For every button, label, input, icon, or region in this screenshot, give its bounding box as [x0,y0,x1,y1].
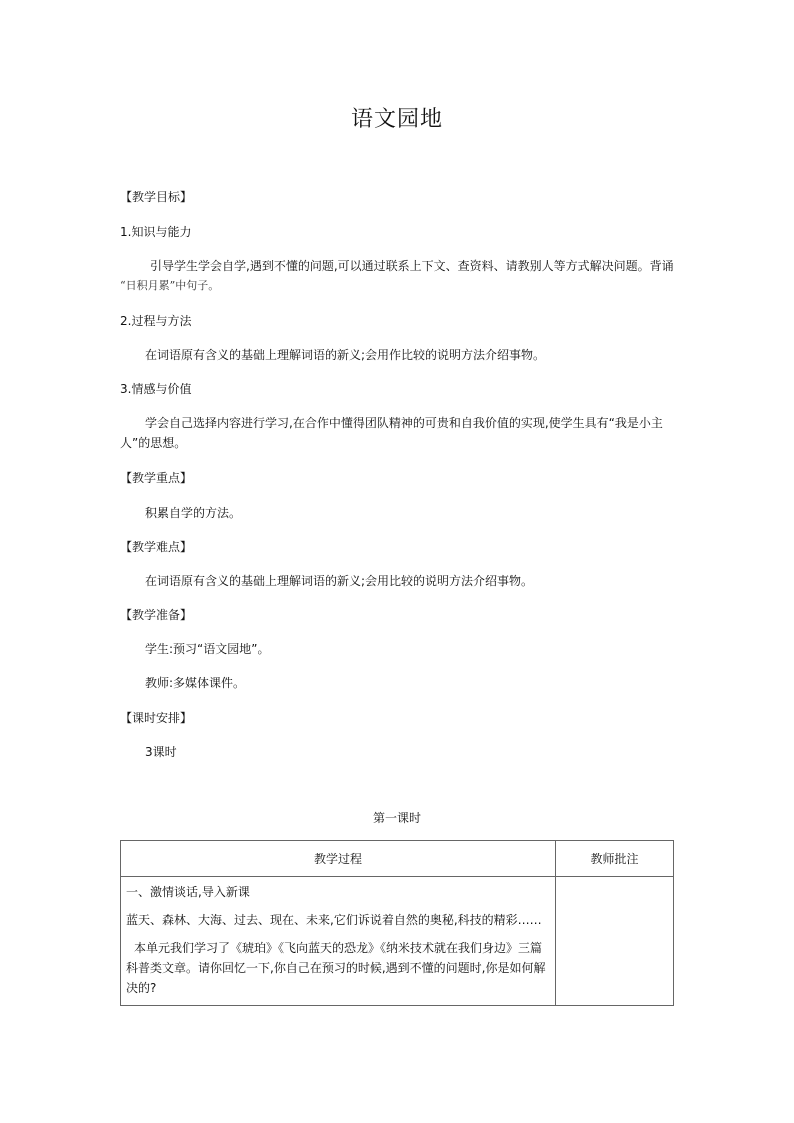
step1-heading: 一、激情谈话,导入新课 [126,885,250,899]
annotation-cell [555,877,673,1006]
difficulties-text: 在词语原有含义的基础上理解词语的新义;会用比较的说明方法介绍事物。 [145,574,534,588]
objectives-heading: 【教学目标】 [120,190,193,204]
preparation-teacher: 教师:多媒体课件。 [145,676,246,690]
table-row [121,877,674,1006]
table-header-row [121,841,674,877]
header-teacher-annotation: 教师批注 [555,841,673,877]
process-cell [121,877,556,1006]
objective1-text-line2: “日积月累”中句子。 [120,279,220,292]
lesson-title: 第一课时 [372,811,421,825]
teaching-process-table [120,840,674,1006]
header-teaching-process: 教学过程 [121,841,556,877]
objective2-text: 在词语原有含义的基础上理解词语的新义;会用作比较的说明方法介绍事物。 [145,348,546,362]
difficulties-heading: 【教学难点】 [120,540,193,554]
schedule-text: 3课时 [145,745,177,759]
schedule-heading: 【课时安排】 [120,711,193,725]
step1-text1: 蓝天、森林、大海、过去、现在、未来,它们诉说着自然的奥秘,科技的精彩…… [126,913,542,927]
key-points-text: 积累自学的方法。 [145,506,242,520]
objective1-heading: 1.知识与能力 [120,225,192,239]
objective3-heading: 3.情感与价值 [120,382,192,396]
objective1-text-line1: 引导学生学会自学,遇到不懂的问题,可以通过联系上下文、查资料、请教别人等方式解决问题。背诵 [150,259,674,273]
objective3-text-line2: 人”的思想。 [120,436,187,450]
key-points-heading: 【教学重点】 [120,471,193,485]
objective2-heading: 2.过程与方法 [120,314,192,328]
step1-text2: 本单元我们学习了《琥珀》《飞向蓝天的恐龙》《纳米技术就在我们身边》三篇科普类文章。请你回忆一下,你自己在预习的时候,遇到不懂的问题时,你是如何解决的? [126,941,546,995]
preparation-student: 学生:预习“语文园地”。 [145,642,270,656]
preparation-heading: 【教学准备】 [120,608,193,622]
page-title: 语文园地 [350,107,443,132]
objective3-text-line1: 学会自己选择内容进行学习,在合作中懂得团队精神的可贵和自我价值的实现,使学生具有“我是小主 [145,416,663,430]
